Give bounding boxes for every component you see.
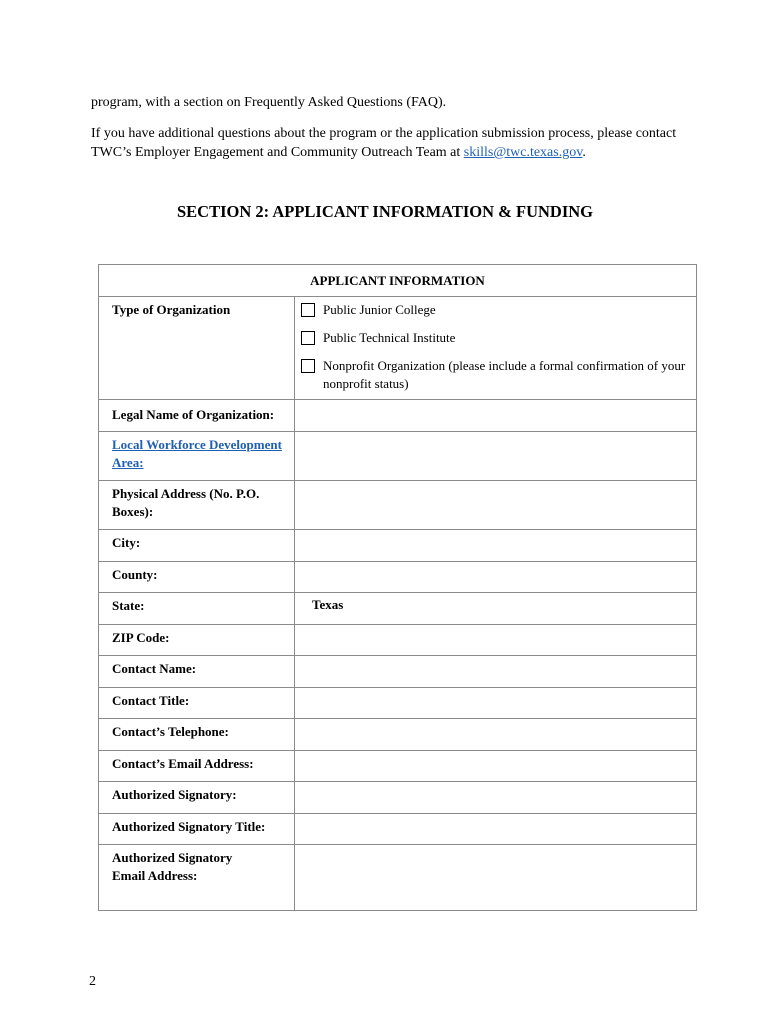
option-public-technical-institute[interactable] bbox=[295, 329, 688, 347]
section-title: SECTION 2: APPLICANT INFORMATION & FUNDING bbox=[176, 202, 594, 221]
option-public-junior-college[interactable] bbox=[295, 301, 688, 319]
signatory-email-label: Authorized Signatory Email Address: bbox=[99, 845, 295, 911]
signatory-title-field[interactable] bbox=[295, 814, 697, 845]
contact-phone-field[interactable] bbox=[295, 719, 697, 751]
contact-paragraph-end: . bbox=[582, 145, 586, 160]
contact-title-field[interactable] bbox=[295, 688, 697, 719]
org-type-label-text: Type of Organization bbox=[112, 302, 231, 317]
zip-label: ZIP Code: bbox=[99, 625, 295, 656]
intro-line: program, with a section on Frequently Asked Questions (FAQ). bbox=[91, 95, 447, 110]
checkbox[interactable] bbox=[301, 331, 315, 345]
state-field[interactable]: Texas bbox=[295, 593, 697, 625]
org-type-label bbox=[99, 297, 295, 400]
contact-paragraph-text: If you have additional questions about the program or the application submission process, please contact TWC’s Employer Engagement and Community Outreach Team at bbox=[91, 126, 677, 160]
lwda-field[interactable] bbox=[295, 432, 697, 481]
address-field[interactable] bbox=[295, 481, 697, 530]
page-number: 2 bbox=[89, 974, 96, 989]
lwda-link[interactable]: Local Workforce Development Area: bbox=[112, 437, 282, 470]
applicant-info-table bbox=[98, 264, 697, 911]
contact-email-label: Contact’s Email Address: bbox=[99, 751, 295, 782]
city-label: City: bbox=[99, 530, 295, 562]
legal-name-label: Legal Name of Organization: bbox=[99, 400, 295, 432]
option-label: Public Junior College bbox=[323, 302, 436, 317]
signatory-label: Authorized Signatory: bbox=[99, 782, 295, 814]
state-label: State: bbox=[99, 593, 295, 625]
signatory-field[interactable] bbox=[295, 782, 697, 814]
option-nonprofit-organization[interactable] bbox=[295, 357, 688, 393]
contact-name-field[interactable] bbox=[295, 656, 697, 688]
contact-paragraph bbox=[91, 124, 691, 162]
contact-name-label: Contact Name: bbox=[99, 656, 295, 688]
checkbox[interactable] bbox=[301, 303, 315, 317]
legal-name-field[interactable] bbox=[295, 400, 697, 432]
table-header: APPLICANT INFORMATION bbox=[99, 265, 697, 297]
city-field[interactable] bbox=[295, 530, 697, 562]
option-label: Public Technical Institute bbox=[323, 330, 456, 345]
contact-email-field[interactable] bbox=[295, 751, 697, 782]
county-field[interactable] bbox=[295, 562, 697, 593]
contact-phone-label: Contact’s Telephone: bbox=[99, 719, 295, 751]
checkbox[interactable] bbox=[301, 359, 315, 373]
contact-title-label: Contact Title: bbox=[99, 688, 295, 719]
county-label: County: bbox=[99, 562, 295, 593]
option-label: Nonprofit Organization (please include a formal confirmation of your nonprofit status) bbox=[323, 358, 686, 391]
signatory-title-label: Authorized Signatory Title: bbox=[99, 814, 295, 845]
email-link[interactable]: skills@twc.texas.gov bbox=[463, 145, 583, 160]
org-type-options bbox=[295, 297, 697, 400]
signatory-email-field[interactable] bbox=[295, 845, 697, 911]
zip-field[interactable] bbox=[295, 625, 697, 656]
address-label: Physical Address (No. P.O. Boxes): bbox=[99, 481, 295, 530]
lwda-label bbox=[99, 432, 295, 481]
